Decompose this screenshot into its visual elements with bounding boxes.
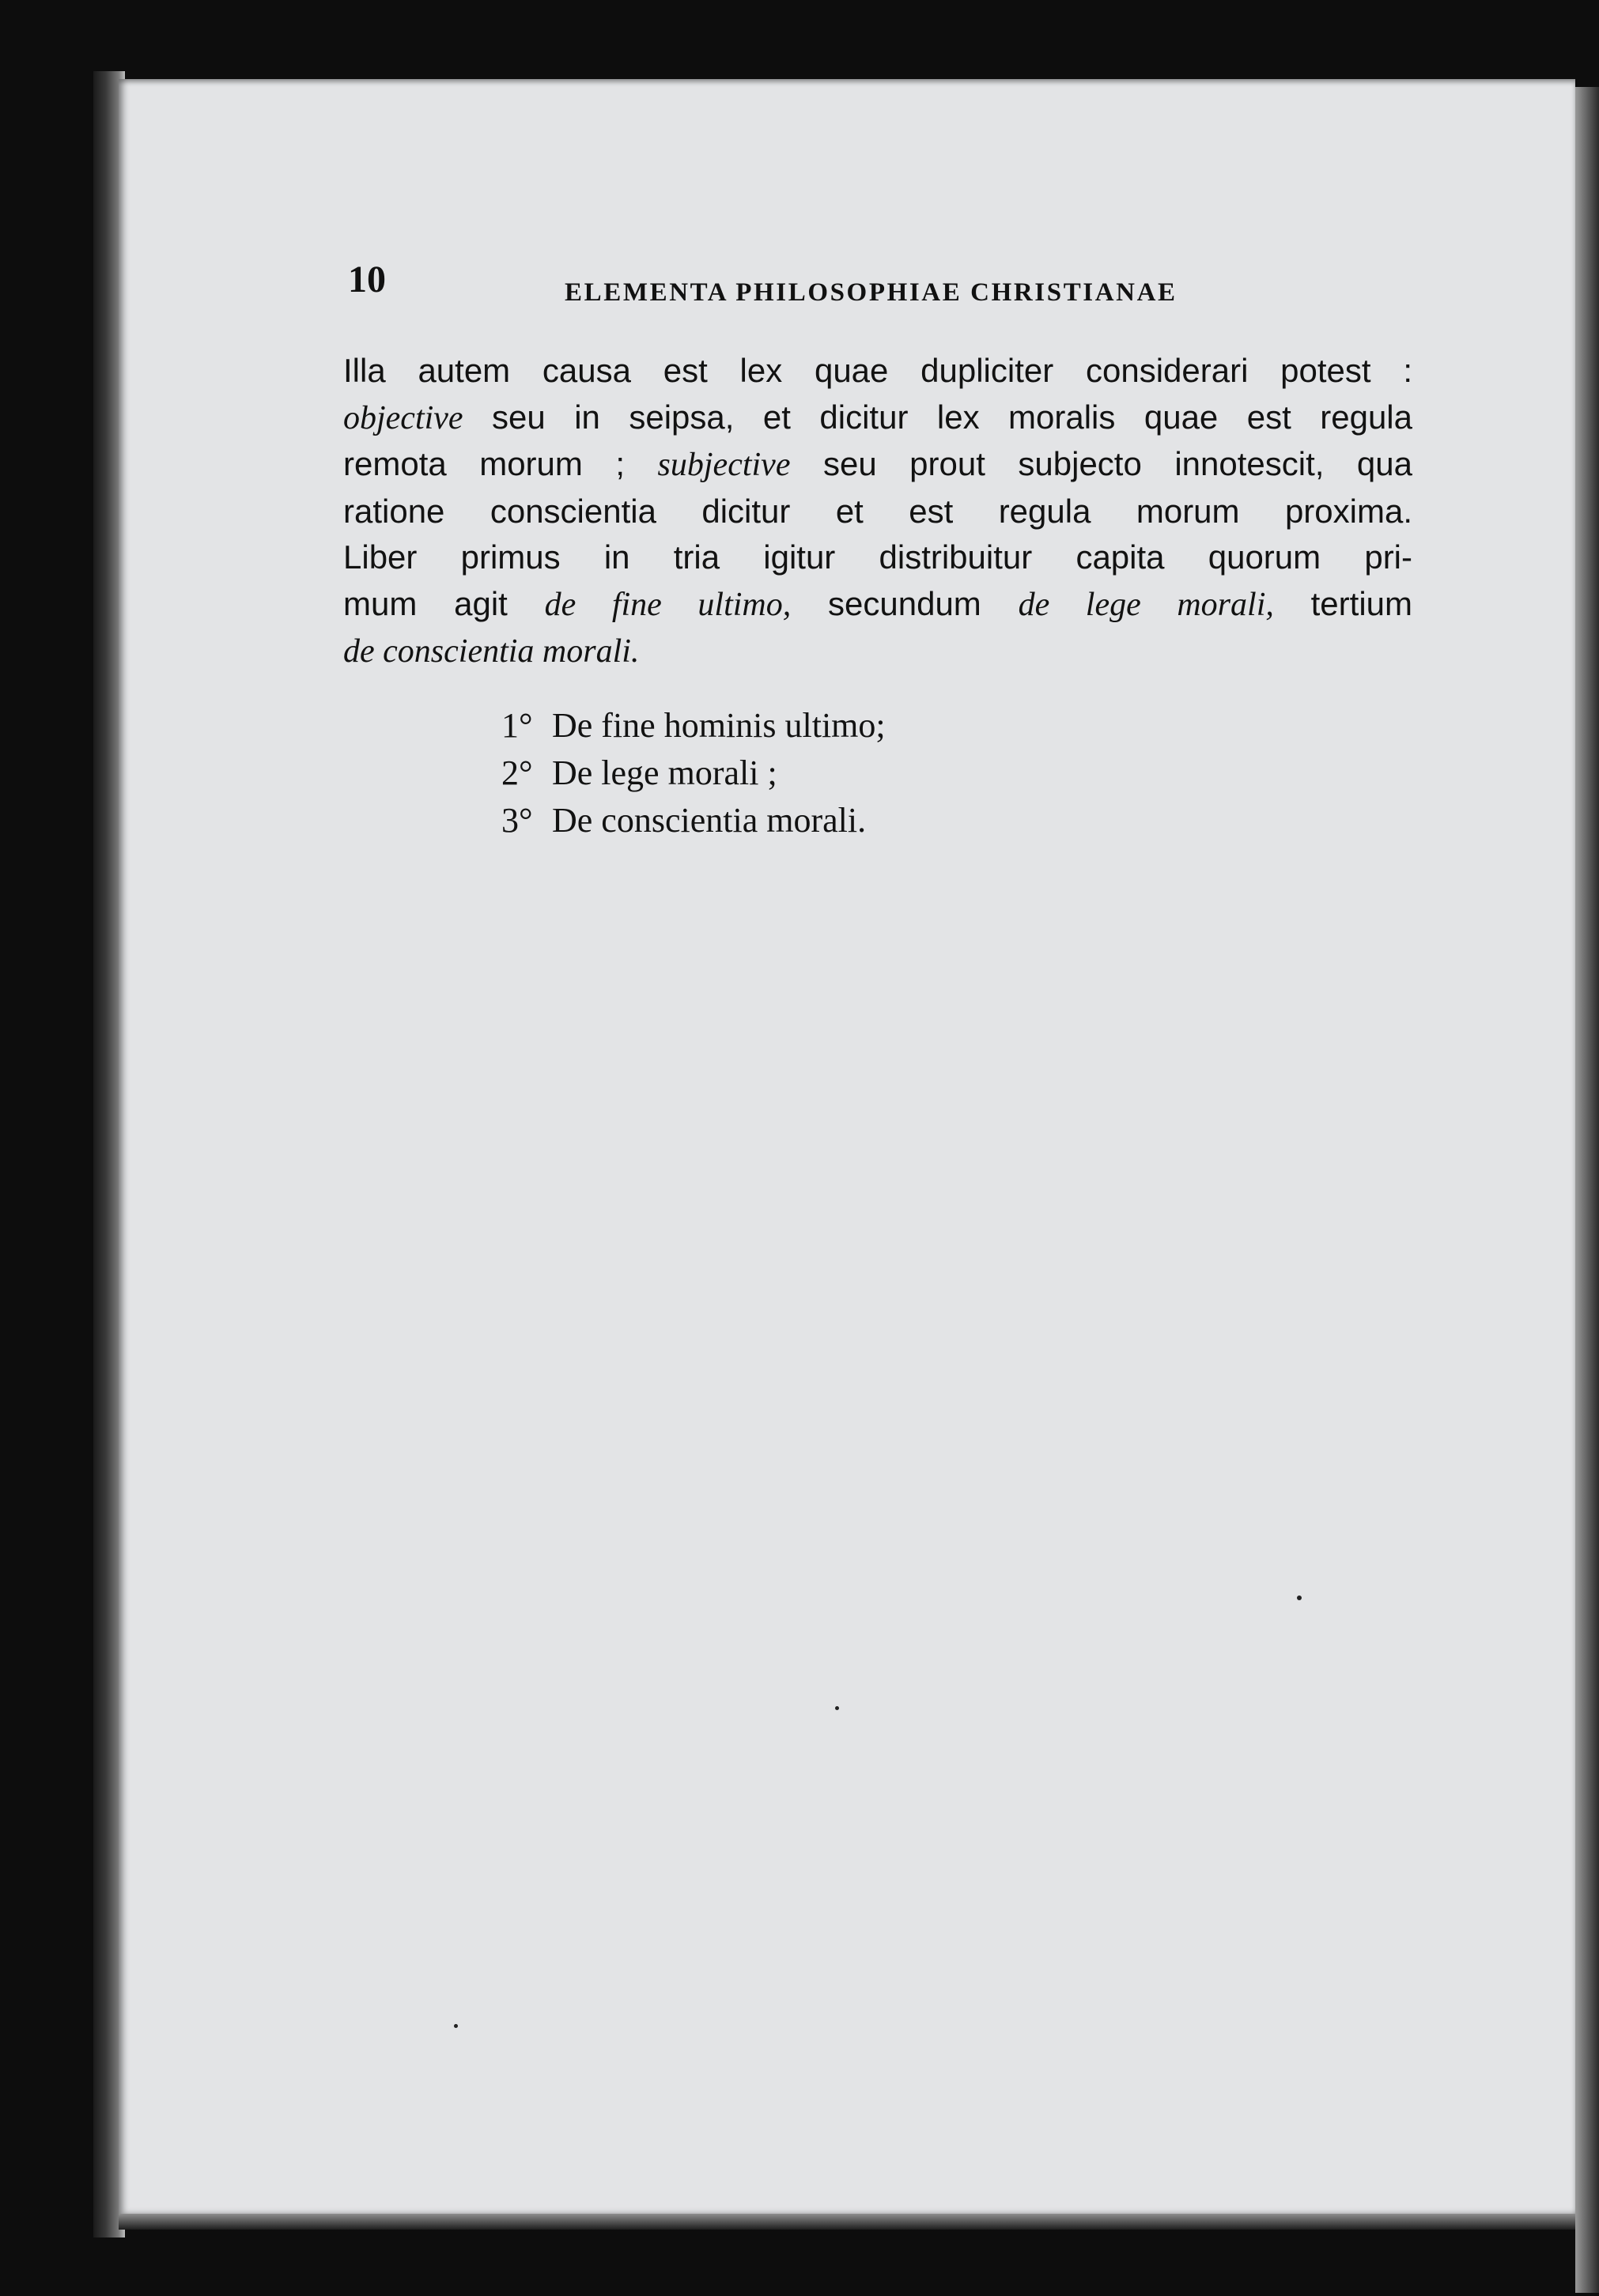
running-head: ELEMENTA PHILOSOPHIAE CHRISTIANAE <box>565 278 1178 307</box>
text-run: Liber primus in tria igitur distribuitur capita quorum pri- <box>343 538 1412 576</box>
chapter-list <box>501 702 886 844</box>
page-number: 10 <box>348 259 386 300</box>
paragraph-line <box>343 395 1412 442</box>
italic-text: de lege morali, <box>1018 586 1274 623</box>
chapter-title: De conscientia morali. <box>552 801 867 840</box>
italic-text: de conscientia morali. <box>343 633 640 670</box>
text-run: seu in seipsa, et dicitur lex moralis quae est regula <box>463 398 1412 436</box>
paragraph-line <box>343 534 1412 581</box>
italic-text: objective <box>343 399 463 436</box>
chapter-number: 1° <box>501 706 533 745</box>
chapter-title: De lege morali ; <box>552 753 777 792</box>
chapter-title: De fine hominis ultimo; <box>552 706 886 745</box>
page-bottom-edge <box>119 2214 1575 2230</box>
text-run: Illa autem causa est lex quae dupliciter considerari potest : <box>343 352 1412 389</box>
chapter-item <box>501 797 886 844</box>
paragraph-line <box>343 628 1412 675</box>
italic-text: de fine ultimo, <box>544 586 792 623</box>
scan-speck <box>835 1706 839 1710</box>
paragraph-line <box>343 489 1412 535</box>
text-run: remota morum ; <box>343 445 658 482</box>
text-run: ratione conscientia dicitur et est regula morum proxima. <box>343 492 1412 530</box>
scan-speck <box>1297 1595 1302 1600</box>
page-right-edge <box>1575 87 1599 2293</box>
paragraph-line <box>343 441 1412 489</box>
text-run: tertium <box>1273 584 1412 622</box>
italic-text: subjective <box>657 447 791 483</box>
chapter-number: 3° <box>501 801 533 840</box>
text-run: mum agit <box>343 584 545 622</box>
text-run: secundum <box>791 584 1019 622</box>
paragraph-line <box>343 348 1412 395</box>
chapter-item <box>501 750 886 797</box>
scan-speck <box>454 2024 458 2028</box>
text-run: seu prout subjecto innotescit, qua <box>790 445 1412 482</box>
paragraph-line <box>343 581 1412 629</box>
body-paragraph <box>343 348 1412 675</box>
chapter-number: 2° <box>501 753 533 792</box>
chapter-item <box>501 702 886 750</box>
